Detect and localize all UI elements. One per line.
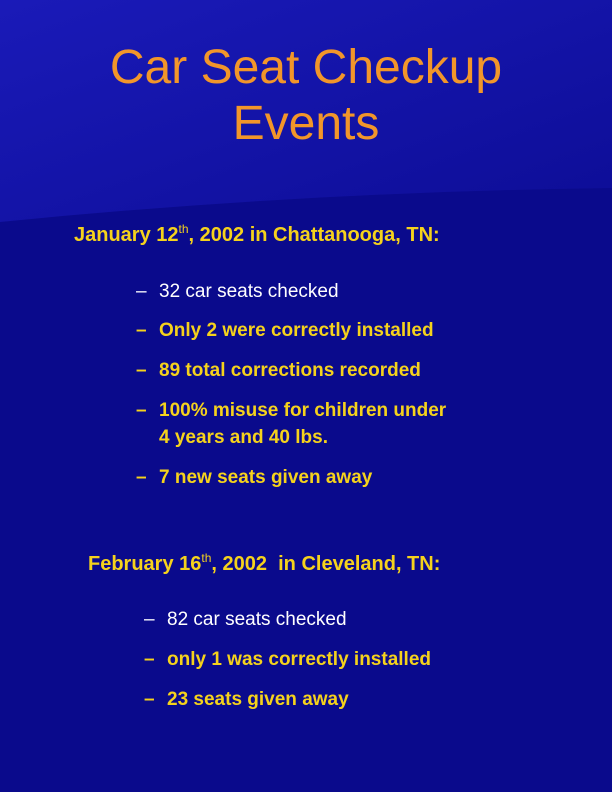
- event1-heading-date: January 12: [74, 224, 179, 246]
- event1-list-highlights: [136, 317, 446, 491]
- event2-list: [144, 606, 347, 646]
- event1-heading: [74, 224, 440, 247]
- list-item-text: 32 car seats checked: [159, 281, 339, 302]
- event1-list: [136, 278, 339, 317]
- list-item-text-line-1: 100% misuse for children under: [159, 400, 447, 421]
- bullet-dash: –: [136, 467, 147, 488]
- bullet-dash: –: [144, 689, 155, 710]
- bullet-dash: –: [136, 400, 147, 421]
- list-item-text-line-2: 4 years and 40 lbs.: [159, 427, 328, 448]
- list-item: [136, 397, 446, 451]
- bullet-dash: –: [144, 649, 155, 670]
- list-item-text: 23 seats given away: [167, 689, 349, 710]
- bullet-dash: –: [136, 281, 147, 302]
- list-item-text: Only 2 were correctly installed: [159, 320, 434, 341]
- bullet-dash: –: [136, 360, 147, 381]
- list-item: [136, 357, 446, 384]
- list-item: [144, 686, 431, 713]
- event2-heading-suffix: th: [201, 551, 212, 565]
- event2-heading-date: February 16: [88, 553, 202, 575]
- list-item-text: 82 car seats checked: [167, 609, 347, 630]
- list-item: [144, 646, 431, 673]
- slide-title: [0, 40, 612, 152]
- event1-heading-suffix: th: [178, 222, 189, 236]
- list-item: [136, 317, 446, 344]
- list-item: [136, 278, 339, 305]
- title-line-1: Car Seat Checkup: [109, 41, 503, 94]
- bullet-dash: –: [144, 609, 155, 630]
- event1-heading-location: , 2002 in Chattanooga, TN:: [188, 224, 440, 246]
- list-item: [136, 464, 446, 491]
- list-item-text: 7 new seats given away: [159, 467, 373, 488]
- list-item-text: only 1 was correctly installed: [167, 649, 431, 670]
- event2-list-highlights: [144, 646, 431, 713]
- event2-heading-location: , 2002 in Cleveland, TN:: [211, 553, 441, 575]
- event2-heading: [88, 553, 440, 576]
- bullet-dash: –: [136, 320, 147, 341]
- title-line-2: Events: [232, 97, 380, 151]
- list-item: [144, 606, 347, 633]
- list-item-text: 89 total corrections recorded: [159, 360, 421, 381]
